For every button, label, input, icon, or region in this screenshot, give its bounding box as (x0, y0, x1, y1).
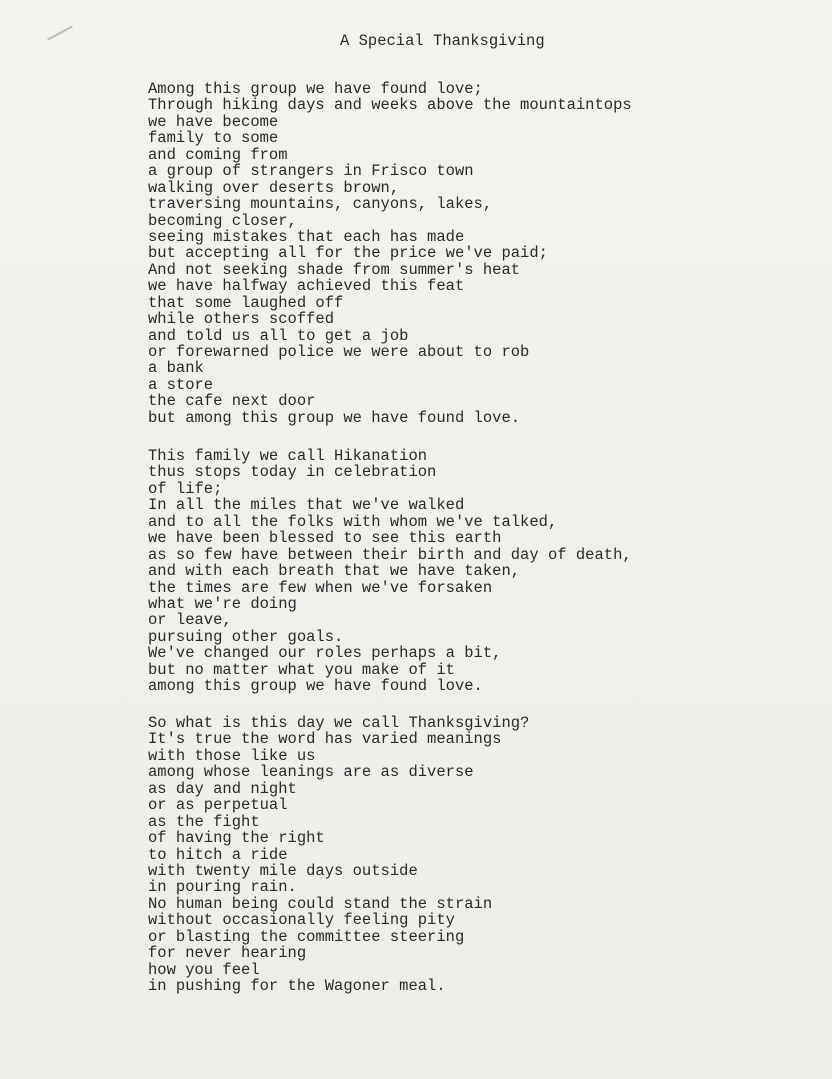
poem-line: or forewarned police we were about to rob (148, 343, 530, 361)
poem-line: No human being could stand the strain (148, 894, 493, 913)
poem-line: or leave, (148, 611, 232, 630)
poem-line: or as perpetual (148, 796, 288, 815)
poem-line: for never hearing (148, 944, 307, 963)
poem-line: the cafe next door (148, 392, 316, 411)
stanza-1 (148, 81, 632, 426)
poem-line: that some laughed off (148, 293, 344, 312)
poem-line: walking over deserts brown, (148, 178, 400, 197)
stanza-3 (148, 715, 529, 994)
poem-line: as so few have between their birth and day of death, (148, 545, 632, 564)
poem-title: A Special Thanksgiving (340, 32, 545, 50)
poem-line: seeing mistakes that each has made (148, 227, 465, 246)
poem-line: or blasting the committee steering (148, 927, 465, 946)
poem-line: of having the right (148, 829, 325, 848)
poem-line: It's true the word has varied meanings (148, 730, 502, 749)
poem-line: family to some (148, 129, 279, 148)
poem-line: among this group we have found love. (148, 677, 483, 696)
poem-line: and with each breath that we have taken, (148, 562, 521, 581)
poem-line: a bank (148, 359, 204, 378)
poem-line: And not seeking shade from summer's heat (148, 260, 521, 279)
poem-line: we have become (148, 112, 279, 131)
poem-line: So what is this day we call Thanksgiving? (148, 714, 530, 732)
stanza-2 (148, 448, 632, 695)
poem-line: but accepting all for the price we've paid; (148, 244, 548, 263)
poem-line: as the fight (148, 812, 260, 831)
poem-line: We've changed our roles perhaps a bit, (148, 644, 502, 663)
poem-line: with those like us (148, 746, 316, 765)
poem-line: in pushing for the Wagoner meal. (148, 977, 446, 995)
ink-smudge (47, 26, 73, 41)
poem-line: thus stops today in celebration (148, 463, 437, 482)
poem-line: becoming closer, (148, 211, 297, 230)
poem-line: a store (148, 375, 214, 394)
poem-line: Through hiking days and weeks above the mountaintops (148, 96, 632, 115)
poem-line: to hitch a ride (148, 845, 288, 864)
poem-line: and coming from (148, 145, 288, 164)
poem-line: we have halfway achieved this feat (148, 277, 465, 296)
poem-line: with twenty mile days outside (148, 861, 418, 880)
poem-line: what we're doing (148, 594, 297, 613)
poem-line: without occasionally feeling pity (148, 911, 455, 930)
poem-line: among whose leanings are as diverse (148, 763, 474, 782)
poem-line: In all the miles that we've walked (148, 496, 465, 515)
poem-line: while others scoffed (148, 310, 335, 329)
poem-line: but among this group we have found love. (148, 408, 521, 427)
poem-line: Among this group we have found love; (148, 80, 483, 98)
poem-line: traversing mountains, canyons, lakes, (148, 195, 493, 214)
poem-line: but no matter what you make of it (148, 660, 455, 679)
poem-line: and told us all to get a job (148, 326, 409, 345)
poem-line: the times are few when we've forsaken (148, 578, 493, 597)
poem-line: This family we call Hikanation (148, 447, 428, 465)
poem-line: as day and night (148, 779, 297, 798)
poem-line: and to all the folks with whom we've talked, (148, 512, 558, 531)
poem-line: how you feel (148, 960, 260, 979)
poem-line: a group of strangers in Frisco town (148, 162, 474, 181)
poem-line: we have been blessed to see this earth (148, 529, 502, 548)
poem-line: in pouring rain. (148, 878, 297, 897)
poem-line: pursuing other goals. (148, 627, 344, 646)
poem-line: of life; (148, 479, 223, 498)
